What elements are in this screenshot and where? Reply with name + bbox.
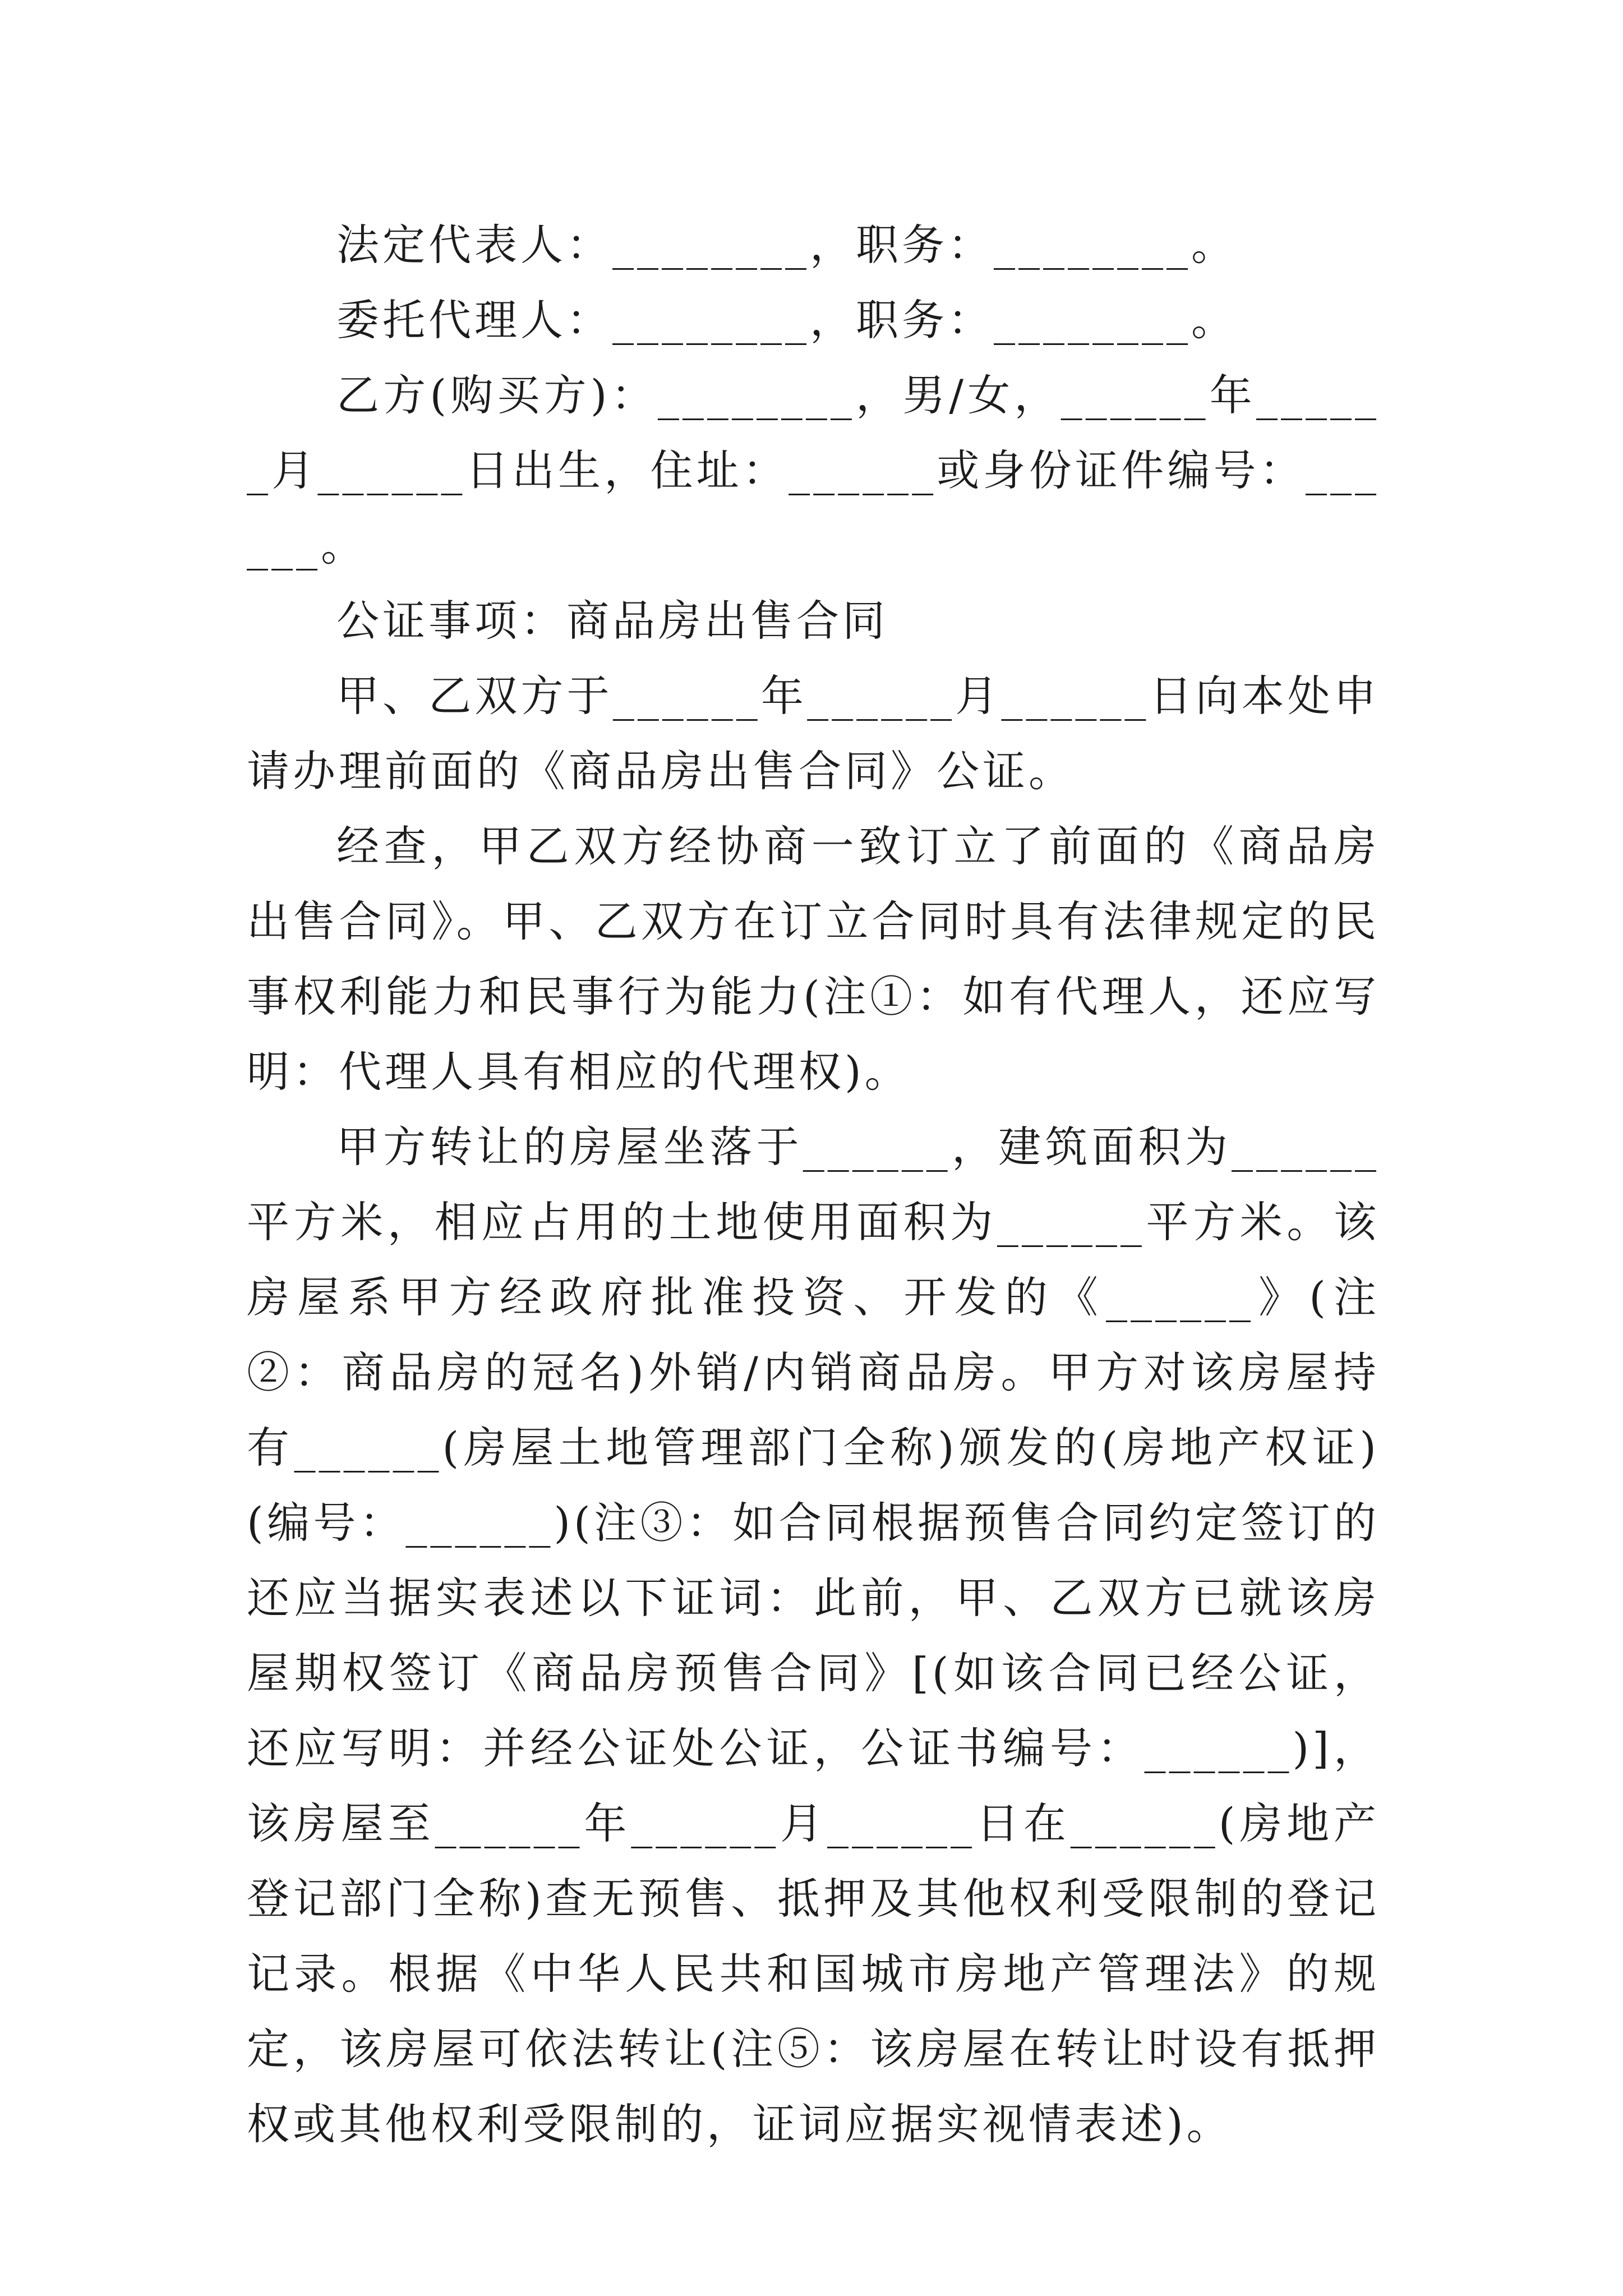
party-b-buyer-paragraph: 乙方(购买方)：________，男/女，______年______月______日出生，住址：______或身份证件编号：______。 — [247, 370, 1380, 570]
legal-representative-line: 法定代表人：________，职务：________。 — [336, 220, 1237, 270]
notarization-matter-line: 公证事项：商品房出售合同 — [336, 596, 888, 646]
authorized-agent-line: 委托代理人：________，职务：________。 — [336, 295, 1237, 345]
document-body — [247, 208, 1380, 2162]
verification-paragraph: 经查，甲乙双方经协商一致订立了前面的《商品房出售合同》。甲、乙双方在订立合同时具有法律规定的民事权利能力和民事行为能力(注①：如有代理人，还应写明：代理人具有相应的代理权)。 — [247, 821, 1380, 1097]
property-transfer-paragraph: 甲方转让的房屋坐落于______，建筑面积为______平方米，相应占用的土地使用面积为______平方米。该房屋系甲方经政府批准投资、开发的《______》(注②：商品房的冠名)外销/内销商品房。甲方对该房屋持有______(房屋土地管理部门全称)颁发的(房地产权证)(编号：______)(注③：如合同根据预售合同约定签订的还应当据实表述以下证词：此前，甲、乙双方已就该房屋期权签订《商品房预售合同》[(如该合同已经公证，还应写明：并经公证处公证，公证书编号：______)]，该房屋至______年______月______日在______(房地产登记部门全称)查无预售、抵押及其他权利受限制的登记记录。根据《中华人民共和国城市房地产管理法》的规定，该房屋可依法转让(注⑤：该房屋在转让时设有抵押权或其他权利受限制的，证词应据实视情表述)。 — [247, 1122, 1380, 2149]
application-paragraph: 甲、乙双方于______年______月______日向本处申请办理前面的《商品房出售合同》公证。 — [247, 671, 1380, 796]
